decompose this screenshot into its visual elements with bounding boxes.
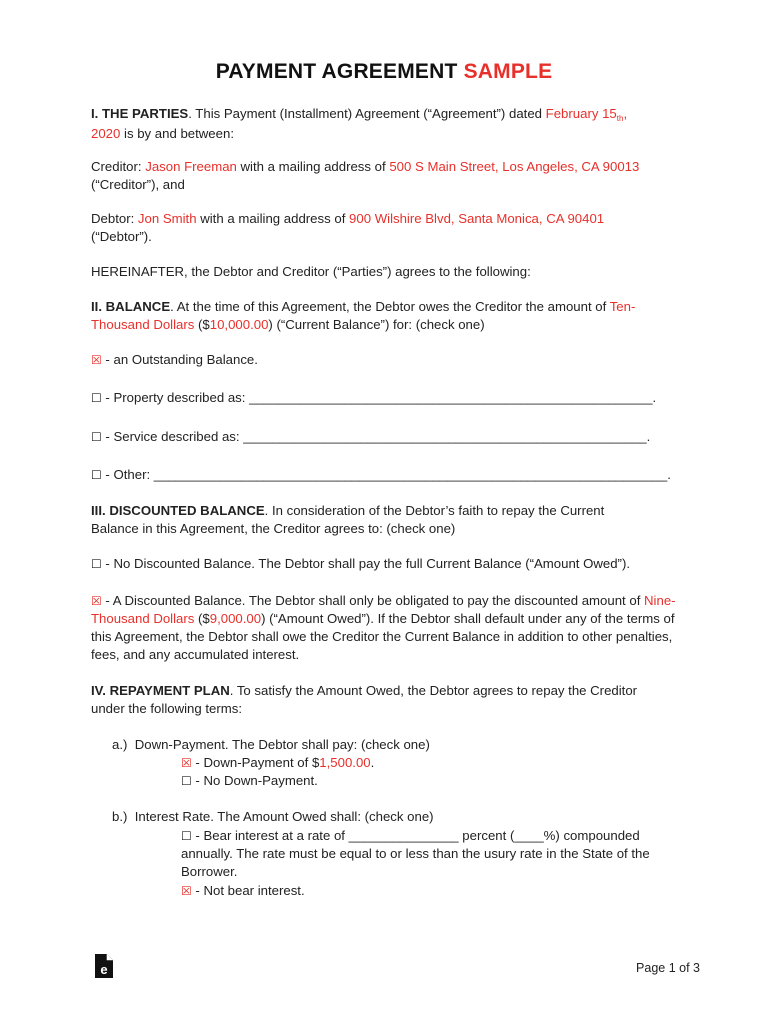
discount-dollar: ($ — [194, 611, 210, 626]
option-label: - an Outstanding Balance. — [101, 352, 258, 367]
option-label: - No Discounted Balance. The Debtor shall pay the full Current Balance (“Amount Owed”). — [101, 556, 631, 571]
parties-paragraph — [91, 105, 683, 143]
empty-box-icon[interactable]: ☐ — [91, 391, 102, 405]
balance-heading: II. BALANCE — [91, 299, 171, 314]
parties-heading: I. THE PARTIES — [91, 106, 189, 121]
balance-paragraph — [91, 298, 683, 334]
debtor-label: Debtor: — [91, 211, 138, 226]
date-comma: , — [623, 106, 628, 121]
title-accent: SAMPLE — [463, 60, 553, 83]
repayment-a — [112, 736, 430, 754]
option-label: - Property described as: _______________________________________________________. — [101, 390, 657, 405]
debtor-paragraph — [91, 210, 683, 246]
interest-option-2 — [181, 882, 305, 900]
creditor-name: Jason Freeman — [145, 159, 237, 174]
item-label: a.) — [112, 737, 128, 752]
empty-box-icon[interactable]: ☐ — [91, 557, 102, 571]
empty-box-icon[interactable]: ☐ — [91, 468, 102, 482]
discount-amount: 9,000.00 — [209, 611, 262, 626]
balance-words-1: Ten- — [609, 299, 636, 314]
balance-option-4 — [91, 466, 683, 484]
agreement-date-suffix: th — [616, 114, 624, 123]
item-text: Down-Payment. The Debtor shall pay: (check one) — [134, 737, 430, 752]
balance-words-2: Thousand Dollars — [91, 317, 195, 332]
downpayment-option-2 — [181, 772, 318, 790]
page-title — [0, 60, 768, 84]
title-main: PAYMENT AGREEMENT — [215, 60, 458, 83]
option-label: - Bear interest at a rate of _______________ percent (____%) compounded annually. The rate must be equal to or less than the usury rate in the State of the Borrower. — [181, 828, 650, 879]
repayment-text: . To satisfy the Amount Owed, the Debtor agrees to repay the Creditor under the following terms: — [91, 683, 638, 716]
eforms-logo-icon — [93, 953, 115, 979]
option-label: - Service described as: _______________________________________________________. — [101, 429, 651, 444]
debtor-name: Jon Smith — [137, 211, 197, 226]
option-end: . — [370, 755, 375, 770]
creditor-label: Creditor: — [91, 159, 146, 174]
balance-amount: 10,000.00 — [209, 317, 269, 332]
debtor-address: 900 Wilshire Blvd, Santa Monica, CA 90401 — [349, 211, 605, 226]
creditor-paragraph — [91, 158, 683, 194]
repayment-heading: IV. REPAYMENT PLAN — [91, 683, 230, 698]
parties-text: . This Payment (Installment) Agreement (“Agreement”) dated — [188, 106, 546, 121]
option-label: - No Down-Payment. — [191, 773, 318, 788]
empty-box-icon[interactable]: ☐ — [181, 774, 192, 788]
debtor-tail: (“Debtor”). — [91, 229, 152, 244]
discount-paragraph — [91, 502, 651, 538]
item-label: b.) — [112, 809, 128, 824]
checked-box-icon[interactable]: ☒ — [91, 353, 102, 367]
option-label: - Other: ______________________________________________________________________. — [101, 467, 671, 482]
hereinafter-paragraph: HEREINAFTER, the Debtor and Creditor (“Parties”) agrees to the following: — [91, 264, 531, 279]
option-label: - Not bear interest. — [191, 883, 305, 898]
balance-option-3 — [91, 428, 683, 446]
checked-box-icon[interactable]: ☒ — [91, 594, 102, 608]
parties-text-end: is by and between: — [120, 126, 234, 141]
balance-text-end: ) (“Current Balance”) for: (check one) — [268, 317, 485, 332]
balance-dollar: ($ — [194, 317, 210, 332]
option-label: - Down-Payment of $ — [191, 755, 320, 770]
downpayment-option-1 — [181, 754, 374, 772]
interest-option-1 — [181, 827, 681, 881]
discount-text-end: ) (“Amount Owed”). If the Debtor shall default under any of the terms of this Agreement, the Debtor shall owe the Creditor the Current Balance in addition to other penalties, fees, and any accumulated interest. — [91, 611, 675, 662]
discount-words: Nine-Thousand Dollars — [91, 593, 676, 626]
empty-box-icon[interactable]: ☐ — [91, 430, 102, 444]
balance-text: . At the time of this Agreement, the Debtor owes the Creditor the amount of — [170, 299, 610, 314]
discount-option-2 — [91, 592, 685, 664]
checked-box-icon[interactable]: ☒ — [181, 884, 192, 898]
creditor-address: 500 S Main Street, Los Angeles, CA 90013 — [389, 159, 640, 174]
creditor-tail: (“Creditor”), and — [91, 177, 185, 192]
balance-option-2 — [91, 389, 683, 407]
checked-box-icon[interactable]: ☒ — [181, 756, 192, 770]
debtor-mid: with a mailing address of — [196, 211, 350, 226]
agreement-year: 2020 — [91, 126, 121, 141]
repayment-b — [112, 808, 434, 826]
discount-heading: III. DISCOUNTED BALANCE — [91, 503, 265, 518]
empty-box-icon[interactable]: ☐ — [181, 829, 192, 843]
balance-option-1 — [91, 351, 683, 369]
repayment-paragraph — [91, 682, 671, 718]
discount-option-1 — [91, 555, 683, 573]
page-number: Page 1 of 3 — [636, 961, 700, 975]
option-label: - A Discounted Balance. The Debtor shall only be obligated to pay the discounted amount of — [101, 593, 645, 608]
agreement-date: February 15 — [545, 106, 617, 121]
creditor-mid: with a mailing address of — [236, 159, 390, 174]
svg-text:e: e — [100, 962, 108, 977]
item-text: Interest Rate. The Amount Owed shall: (check one) — [134, 809, 434, 824]
downpayment-amount: 1,500.00 — [319, 755, 371, 770]
discount-text: . In consideration of the Debtor’s faith to repay the Current Balance in this Agreement, the Creditor agrees to: (check one) — [91, 503, 605, 536]
